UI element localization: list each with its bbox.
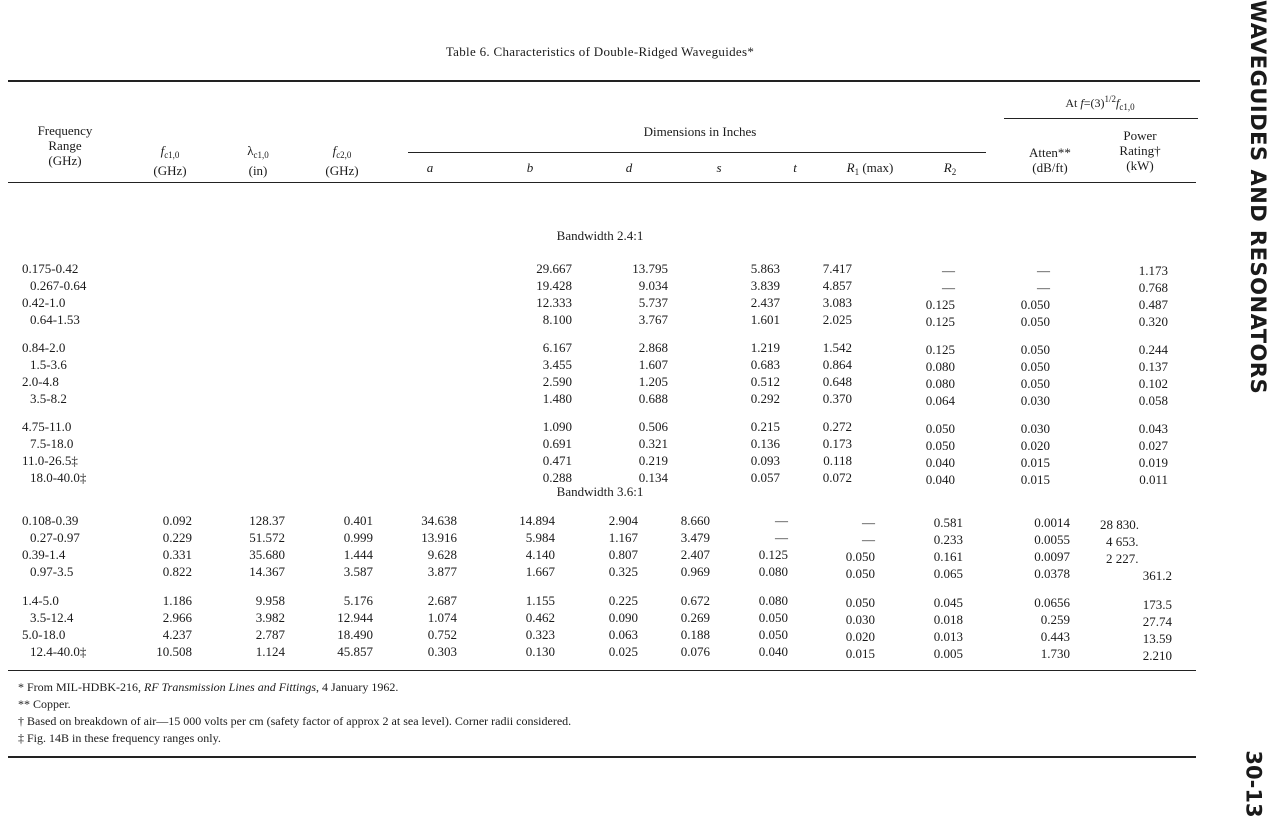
value-cell: 1.173 [1138, 263, 1168, 278]
freq-range-cell: 7.5-18.0 [30, 436, 74, 451]
value-cell: 0.050 [1020, 314, 1050, 329]
value-cell: 1.205 [638, 374, 668, 389]
value-cell: 1.186 [162, 593, 192, 608]
value-cell: 0.244 [1138, 342, 1168, 357]
value-cell: 14.367 [249, 564, 285, 579]
dims-rule [408, 152, 986, 153]
value-cell: 0.672 [680, 593, 710, 608]
value-cell: 1.155 [525, 593, 555, 608]
freq-range-cell: 0.108-0.39 [22, 513, 79, 528]
power-rating-cell: 173.5 [1142, 597, 1172, 612]
header-frequency: Frequency Range (GHz) [37, 123, 93, 168]
value-cell: 1.607 [638, 357, 668, 372]
value-cell: 0.134 [638, 470, 668, 485]
value-cell: 1.124 [255, 644, 285, 659]
footnote: ** Copper. [18, 697, 71, 711]
footnote: ‡ Fig. 14B in these frequency ranges only. [18, 731, 221, 745]
value-cell: — [1037, 280, 1050, 295]
table-bottom-rule [8, 670, 1196, 671]
value-cell: 0.581 [933, 515, 963, 530]
value-cell: 0.331 [162, 547, 192, 562]
header-dimensions: Dimensions in Inches [643, 124, 757, 139]
freq-range-cell: 11.0-26.5‡ [22, 453, 78, 468]
value-cell: 0.015 [1020, 455, 1050, 470]
value-cell: 0.512 [750, 374, 780, 389]
value-cell: 0.015 [1020, 472, 1050, 487]
value-cell: 2.687 [427, 593, 457, 608]
section-label: Bandwidth 2.4:1 [556, 228, 644, 243]
value-cell: 0.058 [1138, 393, 1168, 408]
value-cell: 0.005 [933, 646, 963, 661]
value-cell: 3.839 [750, 278, 780, 293]
value-cell: 0.045 [933, 595, 963, 610]
value-cell: 0.076 [680, 644, 710, 659]
value-cell: 0.370 [822, 391, 852, 406]
value-cell: 5.863 [750, 261, 780, 276]
header-s: s [716, 160, 722, 175]
value-cell: 0.125 [925, 297, 955, 312]
value-cell: 0.030 [1020, 421, 1050, 436]
section-label: Bandwidth 3.6:1 [556, 484, 644, 499]
value-cell: 4.140 [525, 547, 555, 562]
value-cell: — [942, 280, 955, 295]
header-d: d [625, 160, 633, 175]
value-cell: 2.966 [162, 610, 192, 625]
freq-range-cell: 12.4-40.0‡ [30, 644, 87, 659]
value-cell: 0.125 [758, 547, 788, 562]
header-lambda: $\lambda_{c1,0}$ (in) [247, 143, 269, 178]
value-cell: 0.030 [1020, 393, 1050, 408]
footnote: * From MIL-HDBK-216, RF Transmission Lines and Fittings, 4 January 1962. [18, 680, 399, 694]
header-fc10: $f_{c1,0}$ (GHz) [153, 143, 187, 178]
value-cell: 0.050 [1020, 359, 1050, 374]
value-cell: 0.325 [608, 564, 638, 579]
value-cell: 34.638 [421, 513, 457, 528]
page-bottom-rule [8, 756, 1196, 758]
value-cell: 19.428 [536, 278, 572, 293]
value-cell: 0.272 [822, 419, 852, 434]
value-cell: 0.999 [343, 530, 373, 545]
value-cell: 0.462 [525, 610, 555, 625]
value-cell: 9.958 [255, 593, 285, 608]
value-cell: 2.437 [750, 295, 780, 310]
value-cell: 2.904 [608, 513, 638, 528]
freq-range-cell: 0.267-0.64 [30, 278, 87, 293]
freq-range-cell: 0.39-1.4 [22, 547, 66, 562]
value-cell: 0.822 [162, 564, 192, 579]
value-cell: 3.479 [680, 530, 710, 545]
value-cell: 0.323 [525, 627, 555, 642]
header-r2: $R_2$ [943, 160, 957, 177]
value-cell: 7.417 [822, 261, 852, 276]
value-cell: 0.401 [343, 513, 373, 528]
value-cell: 2.025 [822, 312, 852, 327]
value-cell: 0.321 [638, 436, 668, 451]
value-cell: 0.080 [758, 593, 788, 608]
table-title: Table 6. Characteristics of Double-Ridged Waveguides* [445, 44, 755, 59]
value-cell: 0.471 [542, 453, 572, 468]
value-cell: 0.080 [758, 564, 788, 579]
value-cell: 0.080 [925, 359, 955, 374]
value-cell: 0.050 [1020, 297, 1050, 312]
value-cell: 12.333 [536, 295, 572, 310]
value-cell: 0.225 [608, 593, 638, 608]
value-cell: 0.259 [1040, 612, 1070, 627]
value-cell: 5.176 [343, 593, 373, 608]
value-cell: 0.125 [925, 314, 955, 329]
top-rule [8, 80, 1200, 82]
value-cell: 2.407 [680, 547, 710, 562]
value-cell: 0.011 [1139, 472, 1168, 487]
header-b: b [526, 160, 534, 175]
value-cell: 51.572 [249, 530, 285, 545]
value-cell: 0.040 [925, 455, 955, 470]
power-rating-cell: 13.59 [1142, 631, 1172, 646]
value-cell: 0.050 [758, 610, 788, 625]
value-cell: 0.0097 [1034, 549, 1070, 564]
value-cell: 14.894 [519, 513, 555, 528]
value-cell: 0.137 [1138, 359, 1168, 374]
value-cell: 0.233 [933, 532, 963, 547]
freq-range-cell: 5.0-18.0 [22, 627, 66, 642]
freq-range-cell: 2.0-4.8 [22, 374, 59, 389]
value-cell: 3.455 [542, 357, 572, 372]
value-cell: 8.100 [542, 312, 572, 327]
power-rating-cell: 361.2 [1142, 568, 1172, 583]
header-r1: $R_1$ (max) [846, 160, 894, 177]
value-cell: 0.0656 [1034, 595, 1070, 610]
value-cell: 0.050 [845, 566, 875, 581]
value-cell: 29.667 [536, 261, 572, 276]
freq-range-cell: 4.75-11.0 [22, 419, 72, 434]
value-cell: 0.0055 [1034, 532, 1070, 547]
value-cell: 12.944 [337, 610, 373, 625]
value-cell: 9.628 [427, 547, 457, 562]
value-cell: 0.064 [925, 393, 955, 408]
value-cell: 0.050 [845, 595, 875, 610]
header-fc20: $f_{c2,0}$ (GHz) [325, 143, 359, 178]
header-t: t [793, 160, 797, 175]
value-cell: 0.013 [933, 629, 963, 644]
value-cell: 0.102 [1138, 376, 1168, 391]
value-cell: 3.877 [427, 564, 457, 579]
value-cell: 0.020 [1020, 438, 1050, 453]
value-cell: 0.807 [608, 547, 638, 562]
value-cell: 1.074 [427, 610, 457, 625]
value-cell: 0.130 [525, 644, 555, 659]
value-cell: 0.092 [162, 513, 192, 528]
power-rating-cell: 27.74 [1142, 614, 1172, 629]
value-cell: 1.167 [608, 530, 638, 545]
value-cell: 128.37 [249, 513, 285, 528]
value-cell: 0.648 [822, 374, 852, 389]
value-cell: 13.795 [632, 261, 668, 276]
value-cell: 6.167 [542, 340, 572, 355]
value-cell: 0.288 [542, 470, 572, 485]
value-cell: 1.542 [822, 340, 852, 355]
value-cell: 0.173 [822, 436, 852, 451]
freq-range-cell: 0.175-0.42 [22, 261, 79, 276]
value-cell: 0.688 [638, 391, 668, 406]
value-cell: 0.292 [750, 391, 780, 406]
value-cell: 0.683 [750, 357, 780, 372]
value-cell: 0.018 [933, 612, 963, 627]
freq-range-cell: 0.84-2.0 [22, 340, 66, 355]
value-cell: 0.050 [925, 438, 955, 453]
power-rating-cell: 2.210 [1142, 648, 1172, 663]
value-cell: 0.030 [845, 612, 875, 627]
value-cell: 0.050 [758, 627, 788, 642]
value-cell: 0.303 [427, 644, 457, 659]
value-cell: 0.215 [750, 419, 780, 434]
value-cell: — [775, 530, 788, 545]
value-cell: 0.050 [1020, 376, 1050, 391]
freq-range-cell: 1.5-3.6 [30, 357, 67, 372]
freq-range-cell: 0.64-1.53 [30, 312, 80, 327]
value-cell: 0.043 [1138, 421, 1168, 436]
value-cell: — [942, 263, 955, 278]
value-cell: 1.219 [750, 340, 780, 355]
value-cell: 0.136 [750, 436, 780, 451]
value-cell: 0.443 [1040, 629, 1070, 644]
value-cell: 4.857 [822, 278, 852, 293]
value-cell: 0.040 [758, 644, 788, 659]
value-cell: 3.587 [343, 564, 373, 579]
value-cell: 35.680 [249, 547, 285, 562]
freq-range-cell: 0.27-0.97 [30, 530, 80, 545]
value-cell: 3.083 [822, 295, 852, 310]
value-cell: 0.229 [162, 530, 192, 545]
value-cell: 0.040 [925, 472, 955, 487]
page-number: 30-13 [1241, 750, 1266, 818]
value-cell: 0.487 [1138, 297, 1168, 312]
freq-range-cell: 3.5-8.2 [30, 391, 67, 406]
value-cell: 2.868 [638, 340, 668, 355]
value-cell: 1.667 [525, 564, 555, 579]
freq-range-cell: 0.42-1.0 [22, 295, 66, 310]
value-cell: — [862, 532, 875, 547]
freq-range-cell: 0.97-3.5 [30, 564, 74, 579]
value-cell: 0.050 [1020, 342, 1050, 357]
value-cell: 13.916 [421, 530, 457, 545]
value-cell: 9.034 [638, 278, 668, 293]
power-rating-cell: 4 653. [1106, 534, 1139, 549]
header-bottom-rule [8, 182, 1196, 183]
value-cell: 0.506 [638, 419, 668, 434]
value-cell: 0.057 [750, 470, 780, 485]
value-cell: 0.0378 [1034, 566, 1070, 581]
value-cell: 0.219 [638, 453, 668, 468]
value-cell: — [1037, 263, 1050, 278]
value-cell: 5.737 [638, 295, 668, 310]
value-cell: — [775, 513, 788, 528]
value-cell: — [862, 515, 875, 530]
value-cell: 0.072 [822, 470, 852, 485]
value-cell: 0.969 [680, 564, 710, 579]
value-cell: 2.590 [542, 374, 572, 389]
value-cell: 1.444 [343, 547, 373, 562]
value-cell: 0.020 [845, 629, 875, 644]
value-cell: 0.027 [1138, 438, 1168, 453]
value-cell: 0.0014 [1034, 515, 1070, 530]
header-power: Power Rating† (kW) [1119, 128, 1161, 173]
side-header: WAVEGUIDES AND RESONATORS [1246, 0, 1270, 395]
value-cell: 0.080 [925, 376, 955, 391]
value-cell: 1.730 [1040, 646, 1070, 661]
value-cell: 1.480 [542, 391, 572, 406]
value-cell: 0.090 [608, 610, 638, 625]
value-cell: 3.982 [255, 610, 285, 625]
footnote: † Based on breakdown of air—15 000 volts per cm (safety factor of approx 2 at sea level). Corner radii considered. [18, 714, 572, 728]
value-cell: 0.691 [542, 436, 572, 451]
value-cell: 0.125 [925, 342, 955, 357]
value-cell: 0.015 [845, 646, 875, 661]
header-a: a [426, 160, 434, 175]
value-cell: 1.090 [542, 419, 572, 434]
value-cell: 0.752 [427, 627, 457, 642]
value-cell: 18.490 [337, 627, 373, 642]
value-cell: 0.269 [680, 610, 710, 625]
value-cell: 0.161 [933, 549, 963, 564]
value-cell: 0.050 [925, 421, 955, 436]
freq-range-cell: 1.4-5.0 [22, 593, 59, 608]
freq-range-cell: 18.0-40.0‡ [30, 470, 87, 485]
value-cell: 8.660 [680, 513, 710, 528]
freq-range-cell: 3.5-12.4 [30, 610, 74, 625]
value-cell: 0.320 [1138, 314, 1168, 329]
value-cell: 5.984 [525, 530, 555, 545]
value-cell: 0.065 [933, 566, 963, 581]
value-cell: 0.050 [845, 549, 875, 564]
power-rating-cell: 2 227. [1106, 551, 1139, 566]
value-cell: 10.508 [156, 644, 192, 659]
value-cell: 0.093 [750, 453, 780, 468]
value-cell: 4.237 [162, 627, 192, 642]
value-cell: 0.063 [608, 627, 638, 642]
header-at-group: At $f=(3)^{1/2}f_{c1,0}$ [1065, 94, 1135, 112]
value-cell: 0.188 [680, 627, 710, 642]
value-cell: 0.864 [822, 357, 852, 372]
value-cell: 0.118 [823, 453, 852, 468]
header-atten: Atten** (dB/ft) [1029, 145, 1071, 175]
power-rating-cell: 28 830. [1100, 517, 1139, 532]
value-cell: 45.857 [337, 644, 373, 659]
value-cell: 0.025 [608, 644, 638, 659]
value-cell: 3.767 [638, 312, 668, 327]
value-cell: 1.601 [750, 312, 780, 327]
value-cell: 2.787 [255, 627, 285, 642]
value-cell: 0.768 [1138, 280, 1168, 295]
at-group-rule [1004, 118, 1198, 119]
value-cell: 0.019 [1138, 455, 1168, 470]
